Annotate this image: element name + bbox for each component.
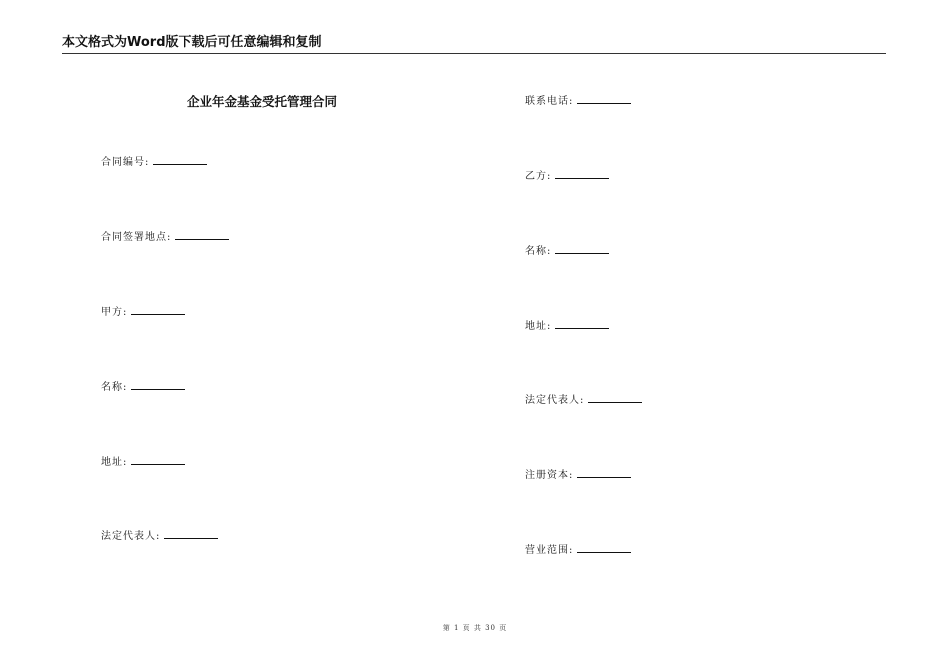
field-party-a-address	[101, 454, 185, 470]
field-label: 地址:	[525, 321, 552, 332]
blank-line	[555, 168, 609, 179]
blank-line	[555, 318, 609, 329]
field-registered-capital	[525, 467, 631, 483]
field-label: 合同编号:	[101, 157, 150, 168]
blank-line	[164, 528, 218, 539]
field-label: 法定代表人:	[525, 395, 585, 406]
blank-line	[131, 304, 185, 315]
blank-line	[577, 467, 631, 478]
field-label: 注册资本:	[525, 470, 574, 481]
page-number: 第 1 页 共 30 页	[442, 624, 508, 632]
field-label: 联系电话:	[525, 96, 574, 107]
blank-line	[175, 229, 229, 240]
blank-line	[588, 392, 642, 403]
field-party-b-name	[525, 243, 609, 259]
blank-line	[577, 93, 631, 104]
blank-line	[555, 243, 609, 254]
field-phone	[525, 93, 631, 109]
document-header: 本文格式为Word版下载后可任意编辑和复制	[62, 33, 886, 54]
field-business-scope	[525, 542, 631, 558]
field-label: 甲方:	[101, 307, 128, 318]
field-label: 乙方:	[525, 171, 552, 182]
field-party-a-legal-rep	[101, 528, 218, 544]
field-label: 营业范围:	[525, 545, 574, 556]
field-label: 名称:	[525, 246, 552, 257]
blank-line	[577, 542, 631, 553]
blank-line	[131, 454, 185, 465]
field-label: 名称:	[101, 382, 128, 393]
field-party-b-address	[525, 318, 609, 334]
field-label: 合同签署地点:	[101, 232, 172, 243]
field-label: 法定代表人:	[101, 531, 161, 542]
field-party-b	[525, 168, 609, 184]
field-party-a	[101, 304, 185, 320]
field-label: 地址:	[101, 457, 128, 468]
field-signing-place	[101, 229, 229, 245]
field-contract-number	[101, 154, 207, 170]
document-title: 企业年金基金受托管理合同	[186, 94, 337, 109]
blank-line	[131, 379, 185, 390]
blank-line	[153, 154, 207, 165]
field-party-b-legal-rep	[525, 392, 642, 408]
field-party-a-name	[101, 379, 185, 395]
